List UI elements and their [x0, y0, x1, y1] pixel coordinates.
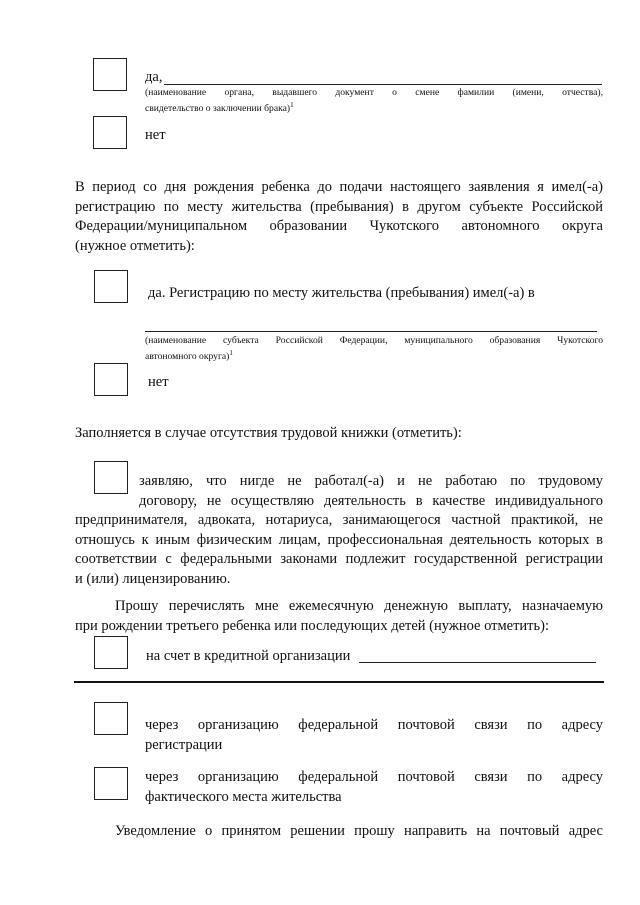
payment-paragraph: Прошу перечислять мне ежемесячную денежную выплату, назначаемую при рождении третьего ребенка или последующих детей (нужное отметить): [75, 598, 603, 634]
checkbox-post-actual-address[interactable] [94, 767, 128, 800]
checkbox-registration-yes[interactable] [94, 270, 128, 303]
registration-note-line1: (наименование субъекта Российской Федерации, муниципального образования Чукотского [145, 335, 603, 346]
registration-note-line2: автономного округа)$^1$ [145, 349, 233, 363]
notice-paragraph: Уведомление о принятом решении прошу направить на почтовый адрес [115, 823, 603, 839]
footnote-mark: 1 [229, 349, 233, 357]
checkbox-bank-account[interactable] [94, 636, 128, 669]
section-divider [74, 681, 604, 683]
post-registration-label: через организацию федеральной почтовой связи по адресу регистрации [145, 717, 603, 753]
name-change-yes-label: да, [145, 69, 163, 85]
checkbox-name-change-no[interactable] [93, 116, 127, 149]
checkbox-name-change-yes[interactable] [93, 58, 127, 91]
work-book-heading: Заполняется в случае отсутствия трудовой книжки (отметить): [75, 425, 462, 441]
name-change-document-line[interactable] [164, 84, 602, 85]
registration-no-label: нет [148, 374, 169, 390]
bank-account-line[interactable] [359, 662, 596, 663]
name-change-note-line1: (наименование органа, выдавшего документ о смене фамилии (имени, отчества), [145, 87, 603, 98]
registration-region-line[interactable] [145, 331, 597, 332]
post-actual-address-label: через организацию федеральной почтовой связи по адресу фактического места жительства [145, 769, 603, 805]
checkbox-registration-no[interactable] [94, 363, 128, 396]
registration-yes-label: да. Регистрацию по месту жительства (пребывания) имел(-а) в [148, 285, 535, 301]
no-employment-statement: заявляю, что нигде не работал(-а) и не работаю по трудовому договору, не осуществляю деятельность в качестве индивидуального предпринимателя, адвоката, нотариуса, занимающегося частной практикой, не отношусь к иным физическим лицам, профессиональная деятельность которых в соответствии с федеральными законами подлежит государственной регистрации и (или) лицензированию. [75, 473, 603, 587]
name-change-note-line2: свидетельство о заключении брака)$^1$ [145, 101, 294, 115]
period-paragraph: В период со дня рождения ребенка до подачи настоящего заявления я имел(-а) регистрацию по месту жительства (пребывания) в другом субъекте Российской Федерации/муниципальном образовании Чукотского автономного округа (нужное отметить): [75, 179, 603, 254]
checkbox-post-registration[interactable] [94, 702, 128, 735]
bank-account-label: на счет в кредитной организации [146, 648, 351, 664]
footnote-mark: 1 [290, 101, 294, 109]
name-change-no-label: нет [145, 127, 166, 143]
